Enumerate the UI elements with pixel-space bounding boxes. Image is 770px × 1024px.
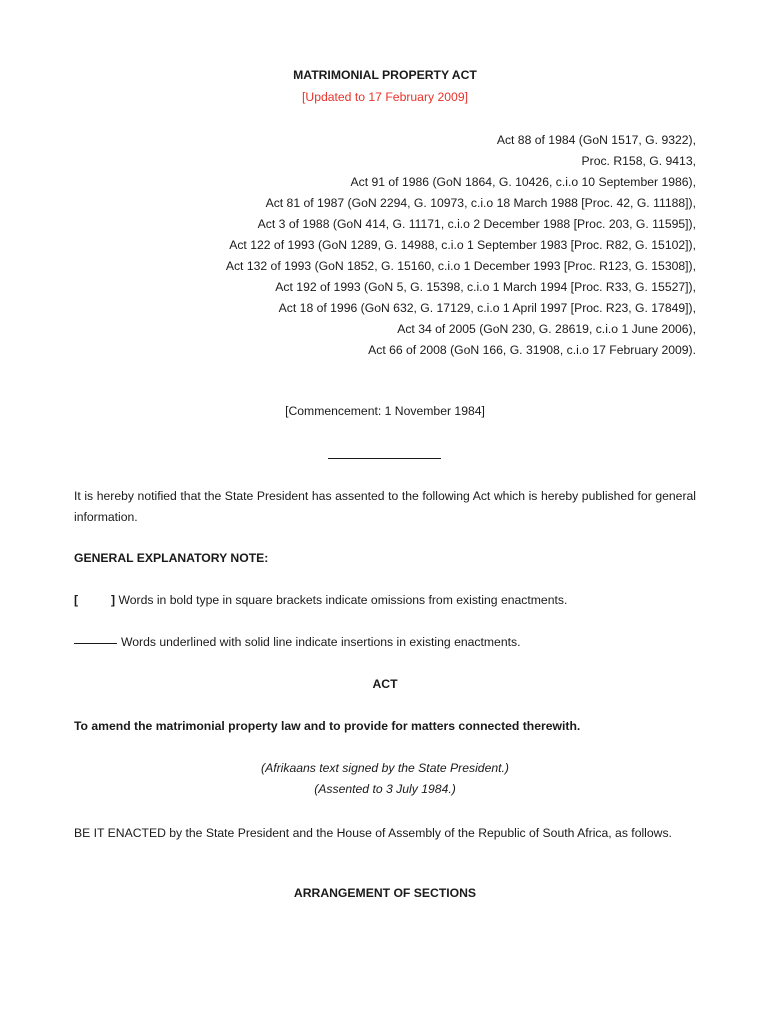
- open-bracket: [: [74, 593, 79, 607]
- amendment-line: Act 81 of 1987 (GoN 2294, G. 10973, c.i.o 18 March 1988 [Proc. 42, G. 11188]),: [265, 196, 696, 210]
- amendment-line: Act 88 of 1984 (GoN 1517, G. 9322),: [496, 133, 696, 147]
- amendment-line: Proc. R158, G. 9413,: [581, 154, 696, 168]
- explanatory-note-heading: GENERAL EXPLANATORY NOTE:: [74, 551, 269, 565]
- enacted-paragraph: BE IT ENACTED by the State President and the House of Assembly of the Republic of South Africa, as follows.: [74, 826, 672, 840]
- note-omissions: [74, 593, 567, 607]
- amendment-line: Act 34 of 2005 (GoN 230, G. 28619, c.i.o 1 June 2006),: [397, 322, 696, 336]
- amendment-line: Act 122 of 1993 (GoN 1289, G. 14988, c.i.o 1 September 1983 [Proc. R82, G. 15102]),: [229, 238, 696, 252]
- assented-note: (Assented to 3 July 1984.): [314, 782, 456, 796]
- arrangement-heading: ARRANGEMENT OF SECTIONS: [293, 886, 477, 900]
- underline-sample: [74, 643, 117, 644]
- amendment-line: Act 18 of 1996 (GoN 632, G. 17129, c.i.o 1 April 1997 [Proc. R23, G. 17849]),: [278, 301, 696, 315]
- section-divider: [328, 458, 441, 459]
- updated-note: [Updated to 17 February 2009]: [302, 90, 468, 104]
- amendment-history: [226, 130, 696, 361]
- note-insertions-text: Words underlined with solid line indicate insertions in existing enactments.: [121, 635, 521, 649]
- note-insertions: [74, 635, 520, 649]
- act-heading: ACT: [372, 677, 398, 691]
- notified-paragraph: It is hereby notified that the State President has assented to the following Act which is hereby published for general information.: [74, 489, 696, 524]
- signed-note: (Afrikaans text signed by the State President.): [261, 761, 509, 775]
- amendment-line: Act 132 of 1993 (GoN 1852, G. 15160, c.i.o 1 December 1993 [Proc. R123, G. 15308]),: [225, 259, 696, 273]
- amendment-line: Act 192 of 1993 (GoN 5, G. 15398, c.i.o 1 March 1994 [Proc. R33, G. 15527]),: [275, 280, 696, 294]
- amendment-line: Act 66 of 2008 (GoN 166, G. 31908, c.i.o 17 February 2009).: [368, 343, 696, 357]
- amendment-line: Act 3 of 1988 (GoN 414, G. 11171, c.i.o 2 December 1988 [Proc. 203, G. 11595]),: [257, 217, 696, 231]
- commencement-note: [Commencement: 1 November 1984]: [285, 404, 485, 418]
- long-title: To amend the matrimonial property law and to provide for matters connected therewith.: [74, 719, 581, 733]
- act-title: MATRIMONIAL PROPERTY ACT: [293, 68, 477, 82]
- amendment-line: Act 91 of 1986 (GoN 1864, G. 10426, c.i.o 10 September 1986),: [350, 175, 696, 189]
- close-bracket: ]: [111, 593, 116, 607]
- note-omissions-text: Words in bold type in square brackets indicate omissions from existing enactments.: [115, 593, 568, 607]
